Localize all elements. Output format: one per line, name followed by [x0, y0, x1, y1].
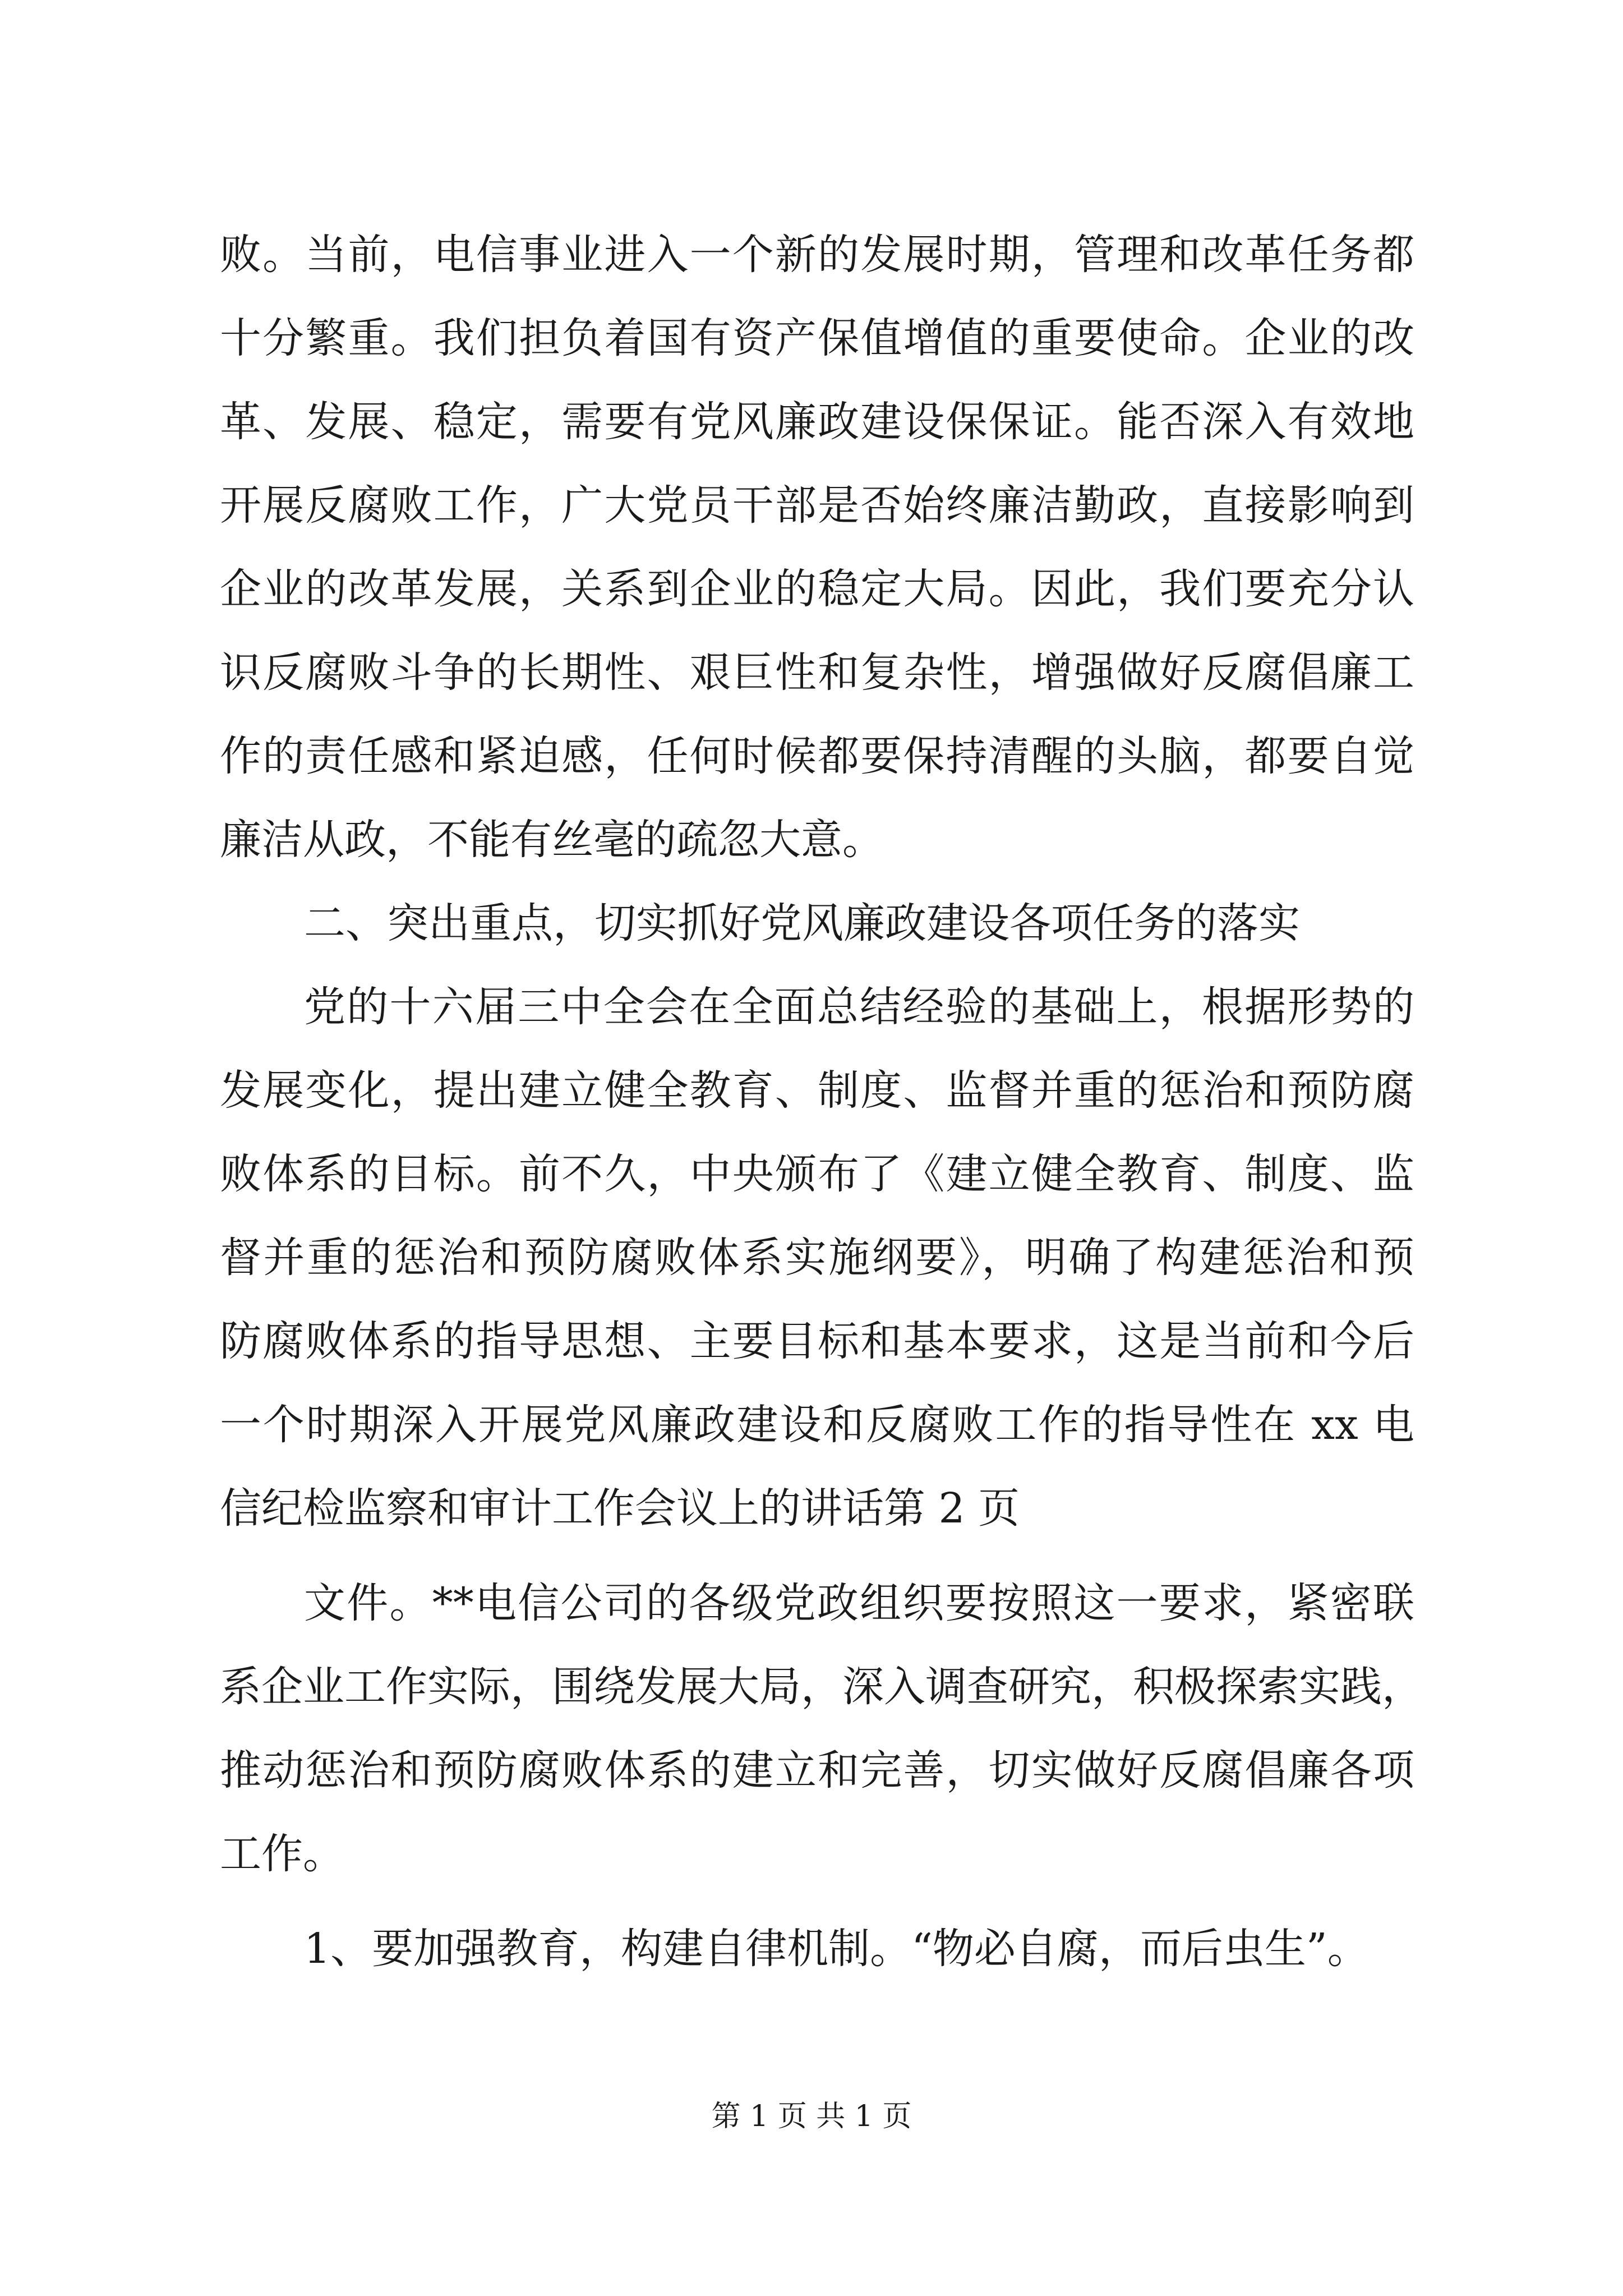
text-line: 企业的改革发展，关系到企业的稳定大局。因此，我们要充分认	[220, 565, 1414, 613]
document-body	[220, 213, 1423, 1991]
paragraph-gap	[220, 1550, 1414, 1562]
text-line: 败体系的目标。前不久，中央颁布了《建立健全教育、制度、监	[220, 1150, 1414, 1198]
text-line: 信纪检监察和审计工作会议上的讲话第 2 页	[220, 1484, 1020, 1533]
text-line: 工作。	[220, 1830, 344, 1878]
paragraph	[220, 1562, 1423, 1896]
page-footer: 第 1 页 共 1 页	[711, 2100, 912, 2133]
paragraph-gap	[220, 1896, 1414, 1907]
heading-line: 二、突出重点，切实抓好党风廉政建设各项任务的落实	[304, 899, 1300, 947]
text-line: 督并重的惩治和预防腐败体系实施纲要》，明确了构建惩治和预	[220, 1234, 1414, 1282]
text-line: 发展变化，提出建立健全教育、制度、监督并重的惩治和预防腐	[220, 1066, 1414, 1115]
paragraph	[220, 1907, 1414, 1991]
text-line: 1、要加强教育，构建自律机制。“物必自腐，而后虫生”。	[304, 1925, 1369, 1973]
text-line: 防腐败体系的指导思想、主要目标和基本要求，这是当前和今后	[220, 1317, 1414, 1365]
text-line: 革、发展、稳定，需要有党风廉政建设保保证。能否深入有效地	[220, 398, 1414, 446]
text-line: 败。当前，电信事业进入一个新的发展时期，管理和改革任务都	[220, 231, 1414, 279]
text-line: 廉洁从政，不能有丝毫的疏忽大意。	[220, 816, 884, 864]
text-line: 文件。**电信公司的各级党政组织要按照这一要求，紧密联	[304, 1579, 1414, 1627]
text-line: 十分繁重。我们担负着国有资产保值增值的重要使命。企业的改	[220, 314, 1414, 362]
paragraph	[220, 965, 1414, 1550]
text-line: 开展反腐败工作，广大党员干部是否始终廉洁勤政，直接影响到	[220, 481, 1414, 530]
text-line: 识反腐败斗争的长期性、艰巨性和复杂性，增强做好反腐倡廉工	[220, 648, 1414, 697]
text-line: 作的责任感和紧迫感，任何时候都要保持清醒的头脑，都要自觉	[220, 732, 1414, 780]
text-line: 一个时期深入开展党风廉政建设和反腐败工作的指导性在 xx 电	[220, 1401, 1414, 1449]
text-line: 推动惩治和预防腐败体系的建立和完善，切实做好反腐倡廉各项	[220, 1746, 1414, 1795]
text-line: 系企业工作实际，围绕发展大局，深入调查研究，积极探索实践，	[220, 1663, 1423, 1711]
paragraph	[220, 213, 1414, 882]
section-heading	[220, 882, 1414, 965]
text-line: 党的十六届三中全会在全面总结经验的基础上，根据形势的	[304, 983, 1414, 1031]
